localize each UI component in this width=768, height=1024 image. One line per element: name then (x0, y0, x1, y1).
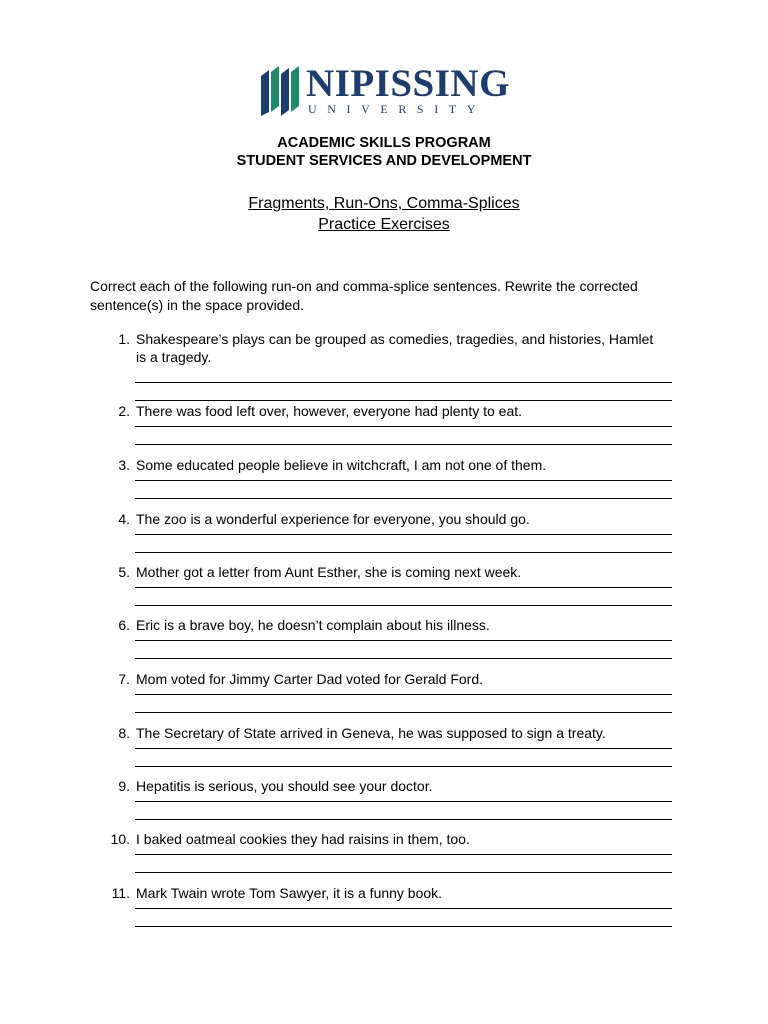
exercise-number: 1. (118, 331, 130, 347)
department-heading: STUDENT SERVICES AND DEVELOPMENT (236, 153, 532, 169)
answer-line[interactable] (135, 801, 672, 802)
answer-line[interactable] (135, 498, 672, 499)
answer-line[interactable] (135, 926, 672, 927)
exercise-sentence: The Secretary of State arrived in Geneva, he was supposed to sign a treaty. (136, 725, 606, 741)
exercise-number: 6. (118, 617, 130, 633)
exercise-item (0, 830, 768, 884)
nipissing-logo (256, 64, 516, 120)
worksheet-title: Fragments, Run-Ons, Comma-Splices (248, 195, 520, 212)
answer-line[interactable] (135, 587, 672, 588)
answer-line[interactable] (135, 640, 672, 641)
answer-line[interactable] (135, 819, 672, 820)
worksheet-subtitle: Practice Exercises (318, 216, 450, 233)
exercise-sentence: I baked oatmeal cookies they had raisins in them, too. (136, 831, 470, 847)
answer-line[interactable] (135, 766, 672, 767)
exercise-item (0, 402, 768, 456)
exercise-number: 4. (118, 511, 130, 527)
answer-line[interactable] (135, 908, 672, 909)
answer-line[interactable] (135, 854, 672, 855)
exercise-number: 8. (118, 725, 130, 741)
exercise-item (0, 456, 768, 510)
exercise-number: 3. (118, 457, 130, 473)
exercise-item (0, 884, 768, 938)
exercise-number: 2. (118, 403, 130, 419)
exercise-item (0, 724, 768, 778)
answer-line[interactable] (135, 552, 672, 553)
answer-line[interactable] (135, 382, 672, 383)
exercise-sentence: Mom voted for Jimmy Carter Dad voted for Gerald Ford. (136, 671, 483, 687)
exercise-sentence: Mother got a letter from Aunt Esther, she is coming next week. (136, 564, 522, 580)
exercise-number: 9. (118, 778, 130, 794)
exercise-number: 7. (118, 671, 130, 687)
exercise-sentence: Shakespeare’s plays can be grouped as comedies, tragedies, and histories, Hamlet is a tragedy. (136, 331, 654, 365)
exercise-sentence: Mark Twain wrote Tom Sawyer, it is a funny book. (136, 885, 443, 901)
answer-line[interactable] (135, 426, 672, 427)
exercise-number: 11. (111, 885, 130, 901)
exercise-sentence: The zoo is a wonderful experience for everyone, you should go. (136, 511, 530, 527)
exercise-item (0, 510, 768, 564)
answer-line[interactable] (135, 694, 672, 695)
answer-line[interactable] (135, 400, 672, 401)
exercise-item (0, 670, 768, 724)
exercise-item (0, 563, 768, 617)
exercise-number: 10. (110, 831, 130, 847)
answer-line[interactable] (135, 605, 672, 606)
program-heading: ACADEMIC SKILLS PROGRAM (277, 135, 491, 151)
instructions: Correct each of the following run-on and comma-splice sentences. Rewrite the corrected sentence(s) in the space provided. (90, 278, 638, 313)
answer-line[interactable] (135, 712, 672, 713)
exercise-sentence: Eric is a brave boy, he doesn’t complain about his illness. (136, 617, 490, 633)
logo-subtext: UNIVERSITY (308, 102, 486, 116)
exercise-item (0, 616, 768, 670)
answer-line[interactable] (135, 872, 672, 873)
answer-line[interactable] (135, 658, 672, 659)
exercise-sentence: Some educated people believe in witchcraft, I am not one of them. (136, 457, 547, 473)
logo-wordmark: NIPISSING (306, 62, 510, 105)
exercise-sentence: There was food left over, however, everyone had plenty to eat. (136, 403, 523, 419)
answer-line[interactable] (135, 480, 672, 481)
answer-line[interactable] (135, 444, 672, 445)
exercise-sentence: Hepatitis is serious, you should see your doctor. (136, 778, 433, 794)
answer-line[interactable] (135, 534, 672, 535)
exercise-item (0, 777, 768, 831)
answer-line[interactable] (135, 748, 672, 749)
exercise-item (0, 330, 768, 384)
exercise-number: 5. (118, 564, 130, 580)
nipissing-logo-mark-icon (259, 66, 301, 116)
